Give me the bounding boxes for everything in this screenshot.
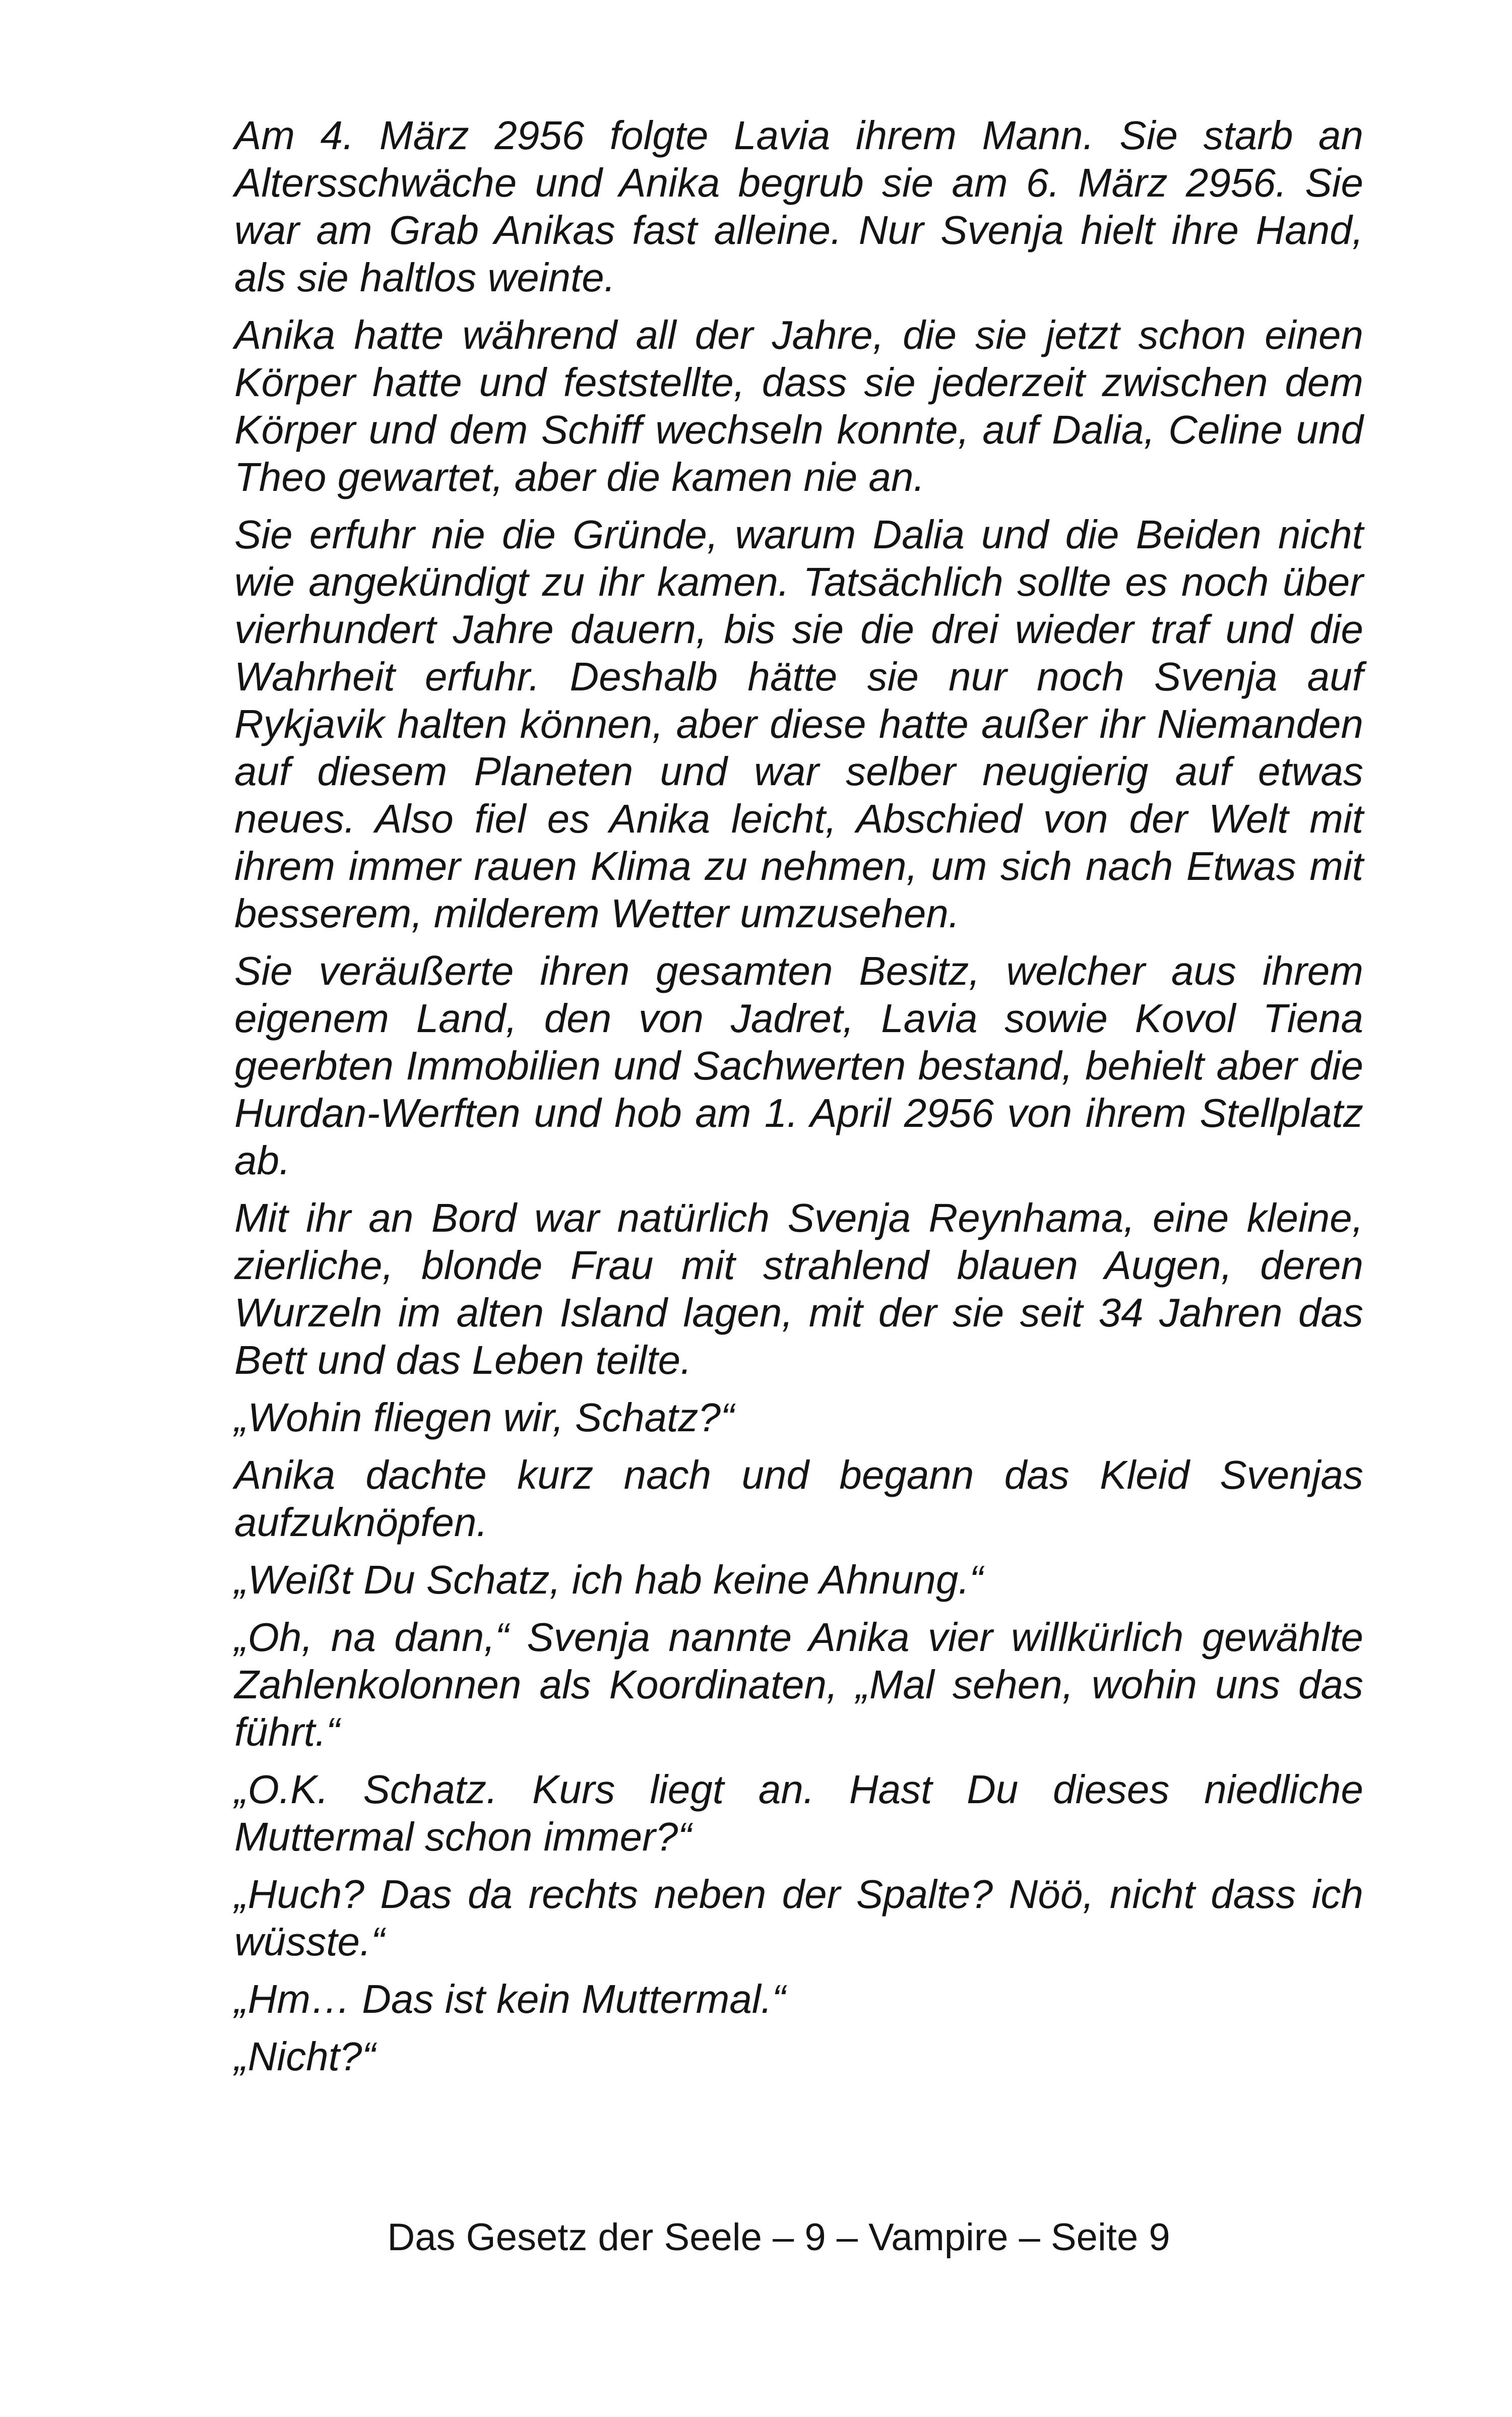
footer-text: Das Gesetz der Seele – 9 – Vampire – Seite 9 bbox=[387, 2216, 1170, 2259]
dialogue-line: „Nicht?“ bbox=[234, 2034, 376, 2079]
dialogue-line: „Wohin fliegen wir, Schatz?“ bbox=[234, 1395, 734, 1440]
paragraph: Sie erfuhr nie die Gründe, warum Dalia und die Beiden nicht wie angekündigt zu ihr kamen. Tatsächlich sollte es noch über vierhundert Jahre dauern, bis sie die drei wieder traf und die Wahrheit erfuhr. Deshalb hätte sie nur noch Svenja auf Rykjavik halten können, aber diese hatte außer ihr Niemanden auf diesem Planeten und war selber neugierig auf etwas neues. Also fiel es Anika leicht, Abschied von der Welt mit ihrem immer rauen Klima zu nehmen, um sich nach Etwas mit besserem, milderem Wetter umzusehen. bbox=[234, 512, 1363, 936]
paragraph: Anika hatte während all der Jahre, die sie jetzt schon einen Körper hatte und feststellte, dass sie jederzeit zwischen dem Körper und dem Schiff wechseln konnte, auf Dalia, Celine und Theo gewartet, aber die kamen nie an. bbox=[234, 312, 1363, 499]
dialogue-line: „Hm… Das ist kein Muttermal.“ bbox=[234, 1977, 786, 2021]
page-footer bbox=[0, 2215, 1512, 2260]
dialogue-line: „Huch? Das da rechts neben der Spalte? Nöö, nicht dass ich wüsste.“ bbox=[234, 1872, 1363, 1964]
paragraph: Mit ihr an Bord war natürlich Svenja Reynhama, eine kleine, zierliche, blonde Frau mit strahlend blauen Augen, deren Wurzeln im alten Island lagen, mit der sie seit 34 Jahren das Bett und das Leben teilte. bbox=[234, 1195, 1363, 1382]
paragraph: Am 4. März 2956 folgte Lavia ihrem Mann. Sie starb an Altersschwäche und Anika begrub sie am 6. März 2956. Sie war am Grab Anikas fast alleine. Nur Svenja hielt ihre Hand, als sie haltlos weinte. bbox=[234, 113, 1363, 300]
dialogue-line: „Weißt Du Schatz, ich hab keine Ahnung.“ bbox=[234, 1557, 983, 1602]
dialogue-line: „Oh, na dann,“ Svenja nannte Anika vier willkürlich gewählte Zahlenkolonnen als Koordinaten, „Mal sehen, wohin uns das führt.“ bbox=[234, 1615, 1363, 1754]
paragraph: Sie veräußerte ihren gesamten Besitz, welcher aus ihrem eigenem Land, den von Jadret, Lavia sowie Kovol Tiena geerbten Immobilien und Sachwerten bestand, behielt aber die Hurdan-Werften und hob am 1. April 2956 von ihrem Stellplatz ab. bbox=[234, 948, 1363, 1183]
paragraph: Anika dachte kurz nach und begann das Kleid Svenjas aufzuknöpfen. bbox=[234, 1452, 1363, 1545]
dialogue-line: „O.K. Schatz. Kurs liegt an. Hast Du dieses niedliche Muttermal schon immer?“ bbox=[234, 1767, 1363, 1859]
body-text bbox=[234, 112, 1363, 2090]
